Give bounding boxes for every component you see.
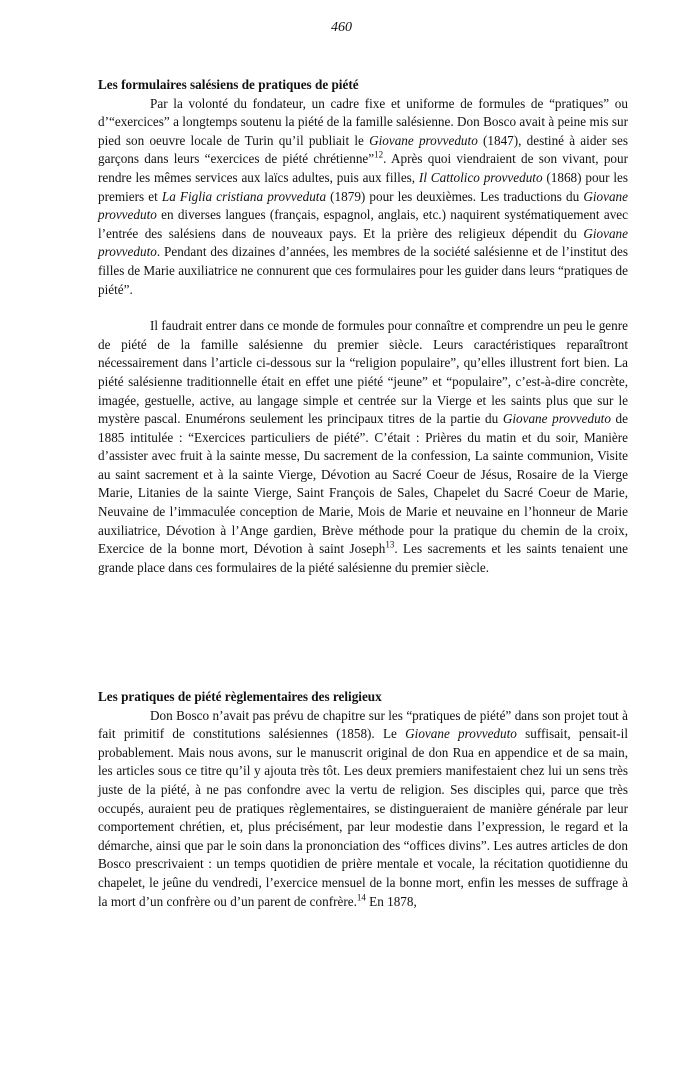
page-number: 460 (331, 20, 352, 35)
text-run: (1847), destiné à aider ses garçons dans leurs “exercices de piété chrétienne” (98, 132, 628, 167)
text-run: de 1885 intitulée : “Exercices particuliers de piété”. C’était : Prières du matin et du soir, Manière d’assister avec fruit à la sainte messe, Du sacrement de la confession, La sainte communion, Visite au saint sacrement et à la sainte Vierge, Dévotion au Sacré Coeur de Jésus, Rosaire de la Vierge Marie, Litanies de la sainte Vierge, Saint François de Sales, Chapelet du Sacré Coeur de Marie, Neuvaine de l’immaculée conception de Marie, Mois de Marie et neuvaine en l’honneur de Marie auxiliatrice, Dévotion à l’Ange gardien, Brève méthode pour la pratique du chemin de la croix, Exercice de la bonne mort, Dévotion à saint Joseph (98, 411, 628, 557)
text-run: Par la volonté du fondateur, un cadre fixe et uniforme de formules de “pratiques” ou d’“exercices” a longtemps soutenu la piété de la famille salésienne. Don Bosco avait à peine mis sur pied son oeuvre locale de Turin qu’il publiait le (98, 95, 628, 148)
section-heading: Les formulaires salésiens de pratiques de piété (98, 77, 359, 92)
text-run: (1868) pour les premiers et (98, 169, 628, 204)
footnote-ref: 12 (374, 149, 384, 160)
italic-title: Giovane provveduto (405, 726, 517, 742)
text-run: (1879) pour les deuxièmes. Les traductions du (326, 188, 584, 204)
italic-title: Giovane provveduto (369, 132, 478, 148)
italic-title: Giovane provveduto (98, 188, 629, 223)
italic-title: La Figlia cristiana provveduta (161, 188, 327, 204)
text-run: Il faudrait entrer dans ce monde de formules pour connaître et comprendre un peu le genre de piété de la famille salésienne du premier siècle. Leurs caractéristiques reparaîtront nécessairement dans l’article ci-dessous sur la “religion populaire”, qu’elles illustrent fort bien. La piété salésienne traditionnelle était en effet une piété “jeune” et “populaire”, c’est-à-dire concrète, imagée, gestuelle, active, au langage simple et centrée sur la Vierge et les saints plus que sur le mystère pascal. Enumérons seulement les principaux titres de la partie du (98, 318, 628, 427)
paragraph (98, 707, 628, 912)
text-run: . Après quoi viendraient de son vivant, pour rendre les mêmes services aux laïcs adultes, puis aux filles, (98, 151, 628, 185)
italic-title: Giovane provveduto (502, 411, 611, 427)
text-run: en diverses langues (français, espagnol, anglais, etc.) naquirent systématiquement avec l’entrée des salésiens dans de nouveaux pays. Et la prière des religieux dépendit du (98, 207, 628, 241)
section-pratiques-reglementaires (98, 688, 628, 911)
italic-title: Il Cattolico provveduto (418, 169, 543, 185)
text-run: . Les sacrements et les saints tenaient une grande place dans ces formulaires de la piété salésienne du premier siècle. (98, 541, 628, 575)
paragraph (98, 317, 628, 577)
section-formulaires (98, 76, 628, 577)
section-heading: Les pratiques de piété règlementaires des religieux (98, 689, 382, 704)
text-run: suffisait, pensait-il probablement. Mais nous avons, sur le manuscrit original de don Rua en appendice et de sa main, les articles sous ce titre qu’il y ajouta très tôt. Les deux premiers manifestaient chez lui un sens très juste de la piété, à ne pas confondre avec la vertu de religion. Ses disciples qui, parce que très occupés, auraient peu de pratiques règlementaires, se distingueraient de manière générale par leur comportement chrétien, et, plus précisément, par leur modestie dans l’expression, le regard et la démarche, ainsi que par le soin dans la prononciation des “offices divins”. Les autres articles de don Bosco prescrivaient : un temps quotidien de prière mentale et vocale, la récitation quotidienne du chapelet, le jeûne du vendredi, l’exercice mensuel de la bonne mort, enfin les messes de suffrage à la mort d’un confrère ou d’un parent de confrère. (98, 726, 628, 909)
text-run: En 1878, (365, 893, 417, 909)
paragraph (98, 95, 628, 300)
italic-title: Giovane provveduto (98, 225, 628, 260)
footnote-ref: 14 (356, 892, 366, 903)
footnote-ref: 13 (385, 539, 395, 550)
text-run: Don Bosco n’avait pas prévu de chapitre sur les “pratiques de piété” dans son projet tout à fait primitif de constitutions salésiennes (1858). Le (98, 707, 628, 742)
text-run: . Pendant des dizaines d’années, les membres de la société salésienne et de l’institut des filles de Marie auxiliatrice ne connurent que ces formulaires pour les guider dans leurs “pratiques de piété”. (98, 244, 628, 297)
